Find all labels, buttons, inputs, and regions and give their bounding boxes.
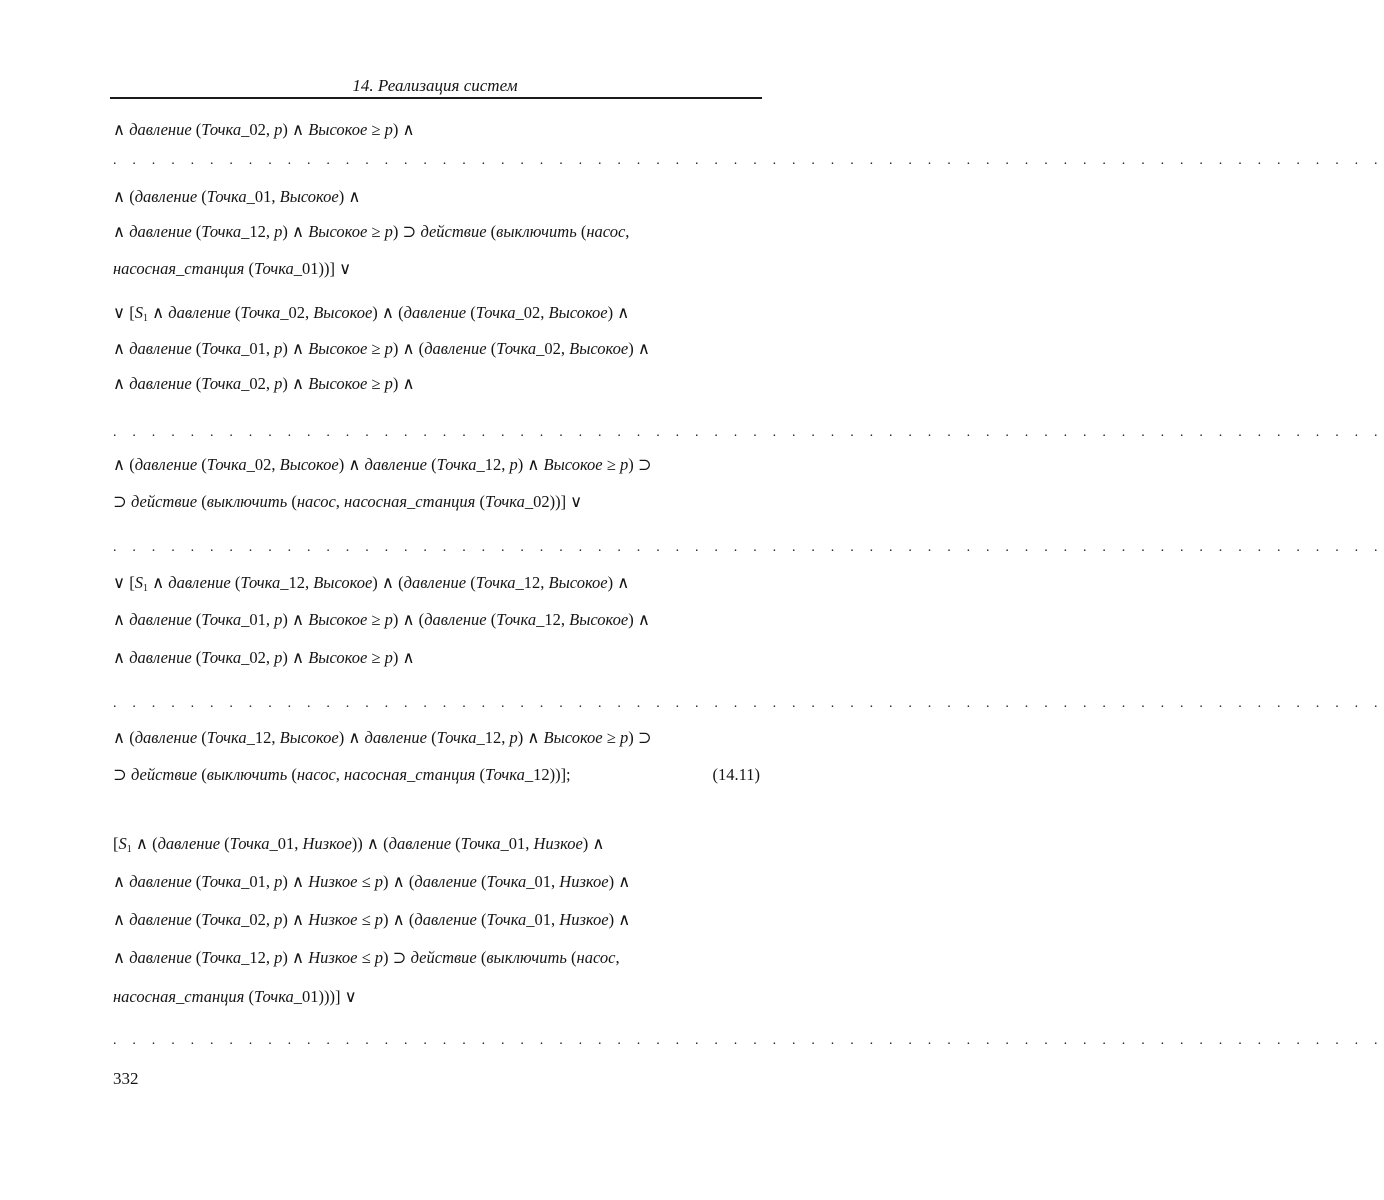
ellipsis-row: . . . . . . . . . . . . . . . . . . . . . . . . . . . . . . . . . . . . . . . . . . . . . . . . . . . . . . . . . . . . . . . . . .: [113, 425, 1384, 440]
equation-number: (14.11): [712, 765, 760, 784]
formula-line: насосная_станция (Точка_01))] ∨: [113, 259, 352, 278]
formula-line: ∨ [$S_1$ ∧ давление (Точка_02, Высокое) ∧ (давление (Точка_02, Высокое) ∧: [113, 303, 630, 324]
formula-line: ∧ давление (Точка_02, p) ∧ Низкое ≤ p) ∧ (давление (Точка_01, Низкое) ∧: [113, 910, 631, 929]
formula-line: ∧ давление (Точка_12, p) ∧ Низкое ≤ p) ⊃ действие (выключить (насос,: [113, 948, 620, 967]
running-header: 14. Реализация систем: [352, 76, 518, 95]
formula-line: [$S_1$ ∧ (давление (Точка_01, Низкое)) ∧ (давление (Точка_01, Низкое) ∧: [113, 834, 605, 855]
formula-line: ∧ давление (Точка_01, p) ∧ Высокое ≥ p) ∧ (давление (Точка_12, Высокое) ∧: [113, 610, 650, 629]
formula-line: ∧ давление (Точка_02, p) ∧ Высокое ≥ p) ∧: [113, 374, 415, 393]
page-number: 332: [113, 1069, 139, 1088]
formula-line: ∨ [$S_1$ ∧ давление (Точка_12, Высокое) ∧ (давление (Точка_12, Высокое) ∧: [113, 573, 630, 594]
formula-line: ∧ давление (Точка_12, p) ∧ Высокое ≥ p) ⊃ действие (выключить (насос,: [113, 222, 630, 241]
formula-line: ∧ (давление (Точка_12, Высокое) ∧ давление (Точка_12, p) ∧ Высокое ≥ p) ⊃: [113, 728, 652, 747]
formula-line: ∧ давление (Точка_02, p) ∧ Высокое ≥ p) ∧: [113, 648, 415, 667]
ellipsis-row: . . . . . . . . . . . . . . . . . . . . . . . . . . . . . . . . . . . . . . . . . . . . . . . . . . . . . . . . . . . . . . . . . .: [113, 540, 1384, 555]
formula-line: ∧ (давление (Точка_02, Высокое) ∧ давление (Точка_12, p) ∧ Высокое ≥ p) ⊃: [113, 455, 652, 474]
ellipsis-row: . . . . . . . . . . . . . . . . . . . . . . . . . . . . . . . . . . . . . . . . . . . . . . . . . . . . . . . . . . . . . . . . . .: [113, 696, 1384, 711]
formula-line: ∧ давление (Точка_01, p) ∧ Низкое ≤ p) ∧ (давление (Точка_01, Низкое) ∧: [113, 872, 631, 891]
formula-line: ∧ давление (Точка_01, p) ∧ Высокое ≥ p) ∧ (давление (Точка_02, Высокое) ∧: [113, 339, 650, 358]
ellipsis-row: . . . . . . . . . . . . . . . . . . . . . . . . . . . . . . . . . . . . . . . . . . . . . . . . . . . . . . . . . . . . . . . . . .: [113, 153, 1384, 168]
formula-line: насосная_станция (Точка_01)))] ∨: [113, 987, 357, 1006]
ellipsis-row: . . . . . . . . . . . . . . . . . . . . . . . . . . . . . . . . . . . . . . . . . . . . . . . . . . . . . . . . . . . . . . . . . .: [113, 1033, 1384, 1048]
formula-line: ∧ давление (Точка_02, p) ∧ Высокое ≥ p) ∧: [113, 120, 415, 139]
header-rule: [110, 97, 762, 99]
formula-line: ⊃ действие (выключить (насос, насосная_станция (Точка_12))];: [113, 765, 571, 784]
formula-line: ∧ (давление (Точка_01, Высокое) ∧: [113, 187, 361, 206]
formula-line: ⊃ действие (выключить (насос, насосная_станция (Точка_02))] ∨: [113, 492, 583, 511]
